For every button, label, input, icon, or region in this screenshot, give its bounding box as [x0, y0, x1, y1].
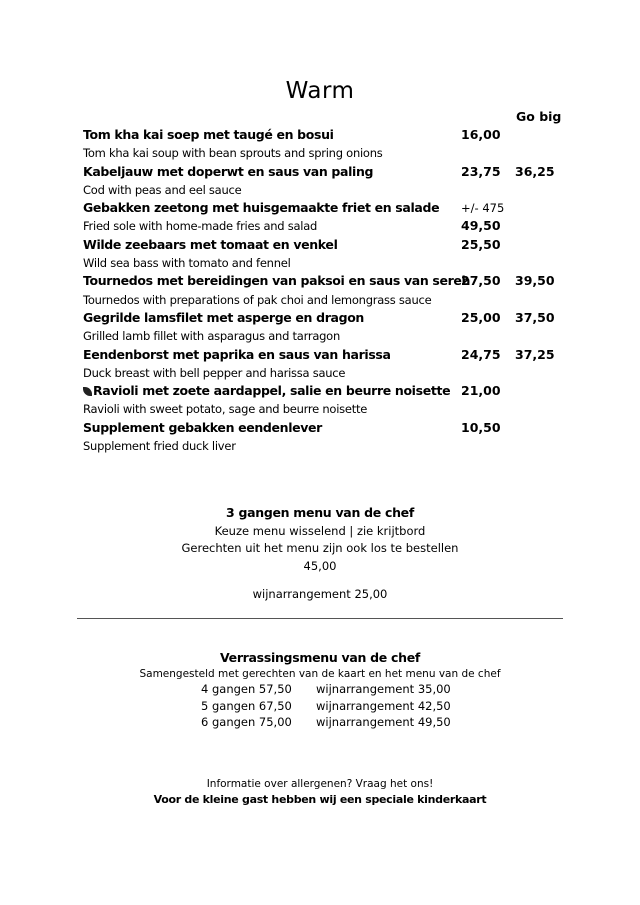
dish-name-nl: Ravioli met zoete aardappel, salie en beurre noisette	[93, 383, 451, 399]
vegetarian-leaf-icon	[83, 387, 92, 396]
dish-item	[83, 309, 583, 346]
course-count-price: 6 gangen 75,00	[201, 715, 292, 729]
dish-name-nl: Gebakken zeetong met huisgemaakte friet en salade	[83, 200, 440, 216]
section-divider	[77, 618, 563, 619]
chef-menu-wine: wijnarrangement 25,00	[252, 587, 388, 601]
dish-name-nl: Supplement gebakken eendenlever	[83, 419, 322, 435]
chef-menu-section	[0, 504, 640, 575]
dish-price: 10,50	[461, 419, 501, 435]
chef-menu-line: Gerechten uit het menu zijn ook los te bestellen	[181, 541, 459, 555]
course-option	[0, 698, 640, 715]
dish-price-go-big: 36,25	[515, 163, 555, 179]
surprise-menu-section	[0, 649, 640, 682]
dish-name-en: Supplement fried duck liver	[83, 439, 236, 454]
dish-name-en: Grilled lamb fillet with asparagus and tarragon	[83, 329, 341, 344]
dish-item	[83, 346, 583, 383]
dish-name-nl: Gegrilde lamsfilet met asperge en dragon	[83, 309, 364, 325]
dish-item	[83, 126, 583, 163]
dish-price: 49,50	[461, 218, 501, 234]
dish-price: 27,50	[461, 273, 501, 289]
dish-name-nl: Kabeljauw met doperwt en saus van paling	[83, 163, 374, 179]
dish-item	[83, 236, 583, 273]
dish-price-go-big: 37,25	[515, 346, 555, 362]
dish-name-en: Wild sea bass with tomato and fennel	[83, 256, 291, 271]
dish-name-en: Tom kha kai soup with bean sprouts and spring onions	[83, 146, 383, 161]
dish-price: 25,00	[461, 309, 501, 325]
dish-name-nl: Tom kha kai soep met taugé en bosui	[83, 127, 334, 142]
dish-price: 16,00	[461, 127, 501, 142]
chef-menu-heading: 3 gangen menu van de chef	[226, 505, 414, 520]
dish-item	[83, 272, 583, 309]
go-big-column-header: Go big	[516, 109, 562, 124]
course-option	[0, 681, 640, 698]
chef-menu-price: 45,00	[303, 558, 337, 573]
course-wine-price: wijnarrangement 42,50	[316, 698, 451, 713]
dish-price: 23,75	[461, 163, 501, 179]
surprise-menu-heading: Verrassingsmenu van de chef	[219, 650, 421, 665]
dish-item	[83, 199, 583, 236]
surprise-menu-options	[0, 681, 640, 731]
course-wine-price: wijnarrangement 35,00	[316, 682, 451, 696]
dish-name-en: Cod with peas and eel sauce	[83, 182, 242, 197]
course-option	[0, 714, 640, 731]
dish-name-nl: Eendenborst met paprika en saus van harissa	[83, 346, 391, 362]
dish-price-go-big: 39,50	[515, 273, 555, 289]
dish-item	[83, 382, 583, 419]
dish-price: 21,00	[461, 383, 501, 399]
chef-menu-line: Keuze menu wisselend | zie krijtbord	[214, 523, 426, 538]
dish-price: 24,75	[461, 346, 501, 362]
dish-list	[83, 126, 583, 455]
dish-name-en: Duck breast with bell pepper and harissa sauce	[83, 365, 346, 380]
kids-menu-note: Voor de kleine gast hebben wij een speciale kinderkaart	[153, 793, 487, 806]
dish-item	[83, 163, 583, 200]
dish-item	[83, 419, 583, 456]
course-wine-price: wijnarrangement 49,50	[316, 715, 451, 729]
dish-approx-weight: +/- 475	[461, 201, 505, 216]
allergen-note: Informatie over allergenen? Vraag het ons!	[206, 778, 434, 790]
surprise-menu-subtitle: Samengesteld met gerechten van de kaart en het menu van de chef	[139, 668, 501, 680]
page-title: Warm	[285, 78, 355, 104]
footer	[0, 777, 640, 808]
course-count-price: 5 gangen 67,50	[201, 698, 292, 713]
dish-name-nl: Wilde zeebaars met tomaat en venkel	[83, 236, 338, 252]
dish-price-go-big: 37,50	[515, 309, 555, 325]
dish-name-en: Tournedos with preparations of pak choi and lemongrass sauce	[83, 292, 432, 307]
dish-name-en: Ravioli with sweet potato, sage and beurre noisette	[83, 402, 368, 417]
dish-name-nl: Tournedos met bereidingen van paksoi en saus van sereh	[83, 273, 471, 289]
dish-price: 25,50	[461, 236, 501, 252]
course-count-price: 4 gangen 57,50	[201, 682, 292, 696]
dish-name-en: Fried sole with home-made fries and salad	[83, 219, 318, 234]
